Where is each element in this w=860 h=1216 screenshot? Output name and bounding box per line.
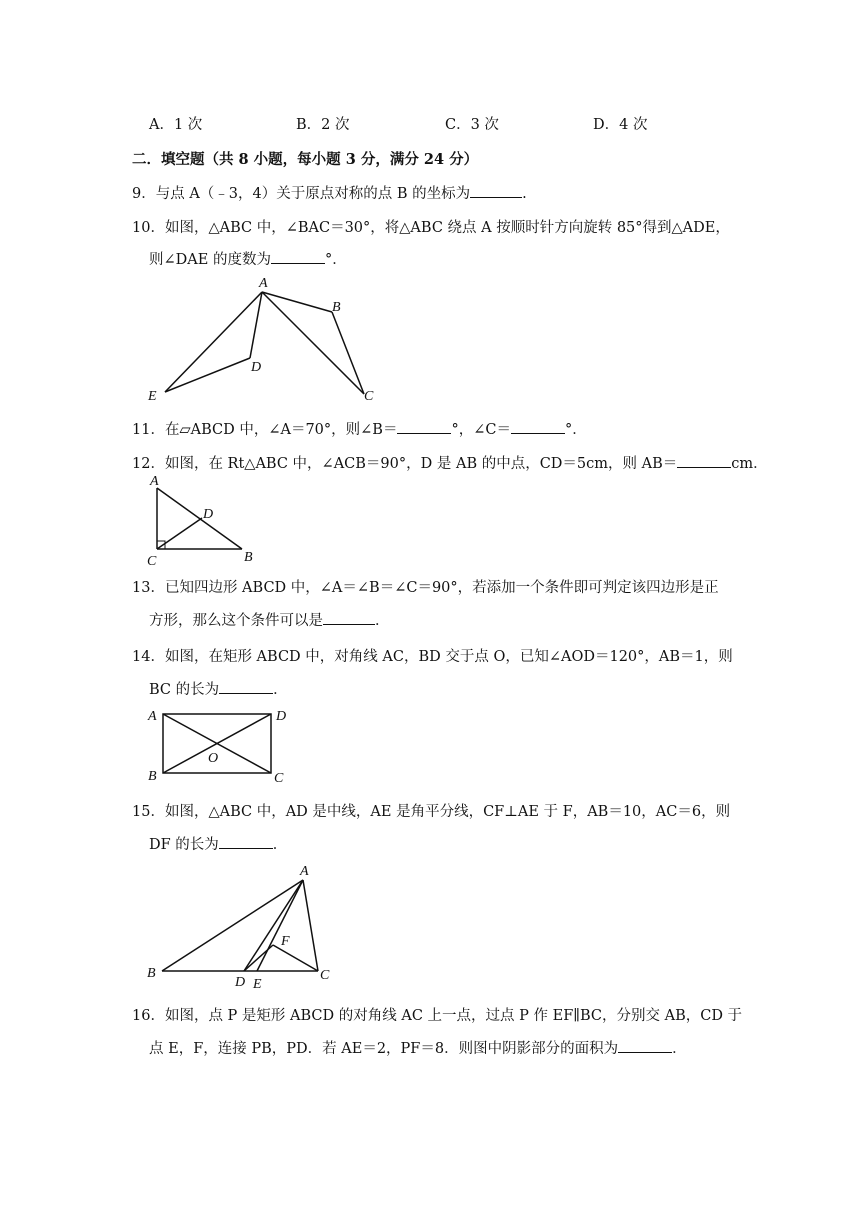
- answer-blank: [618, 1038, 672, 1053]
- label-a: A: [148, 709, 157, 724]
- choice-b: B．2 次: [296, 117, 350, 133]
- label-a: A: [259, 276, 268, 291]
- question-15-line2: [149, 833, 287, 854]
- label-d: D: [235, 975, 246, 988]
- question-11-mid: °，∠C＝: [451, 422, 511, 438]
- answer-blank: [219, 679, 273, 694]
- label-d: D: [276, 709, 287, 724]
- question-16-text: 点 E，F，连接 PB，PD．若 AE＝2，PF＝8．则图中阴影部分的面积为: [149, 1041, 619, 1057]
- label-b: B: [244, 550, 253, 565]
- answer-blank: [397, 419, 451, 434]
- question-16-line1: 16．如图，点 P 是矩形 ABCD 的对角线 AC 上一点，过点 P 作 EF∥BC，分别交 AB，CD 于: [132, 1008, 743, 1024]
- section-heading: 二．填空题（共 8 小题，每小题 3 分，满分 24 分）: [132, 151, 479, 168]
- answer-blank: [511, 419, 565, 434]
- question-15-text: DF 的长为: [149, 837, 219, 853]
- question-13-text: 方形，那么这个条件可以是: [149, 613, 323, 629]
- answer-blank: [470, 183, 522, 198]
- choice-c: C．3 次: [445, 117, 499, 133]
- label-b: B: [332, 300, 341, 315]
- question-14-line2: [149, 678, 288, 699]
- question-10-line2: [149, 248, 347, 269]
- question-12-tail: cm．: [731, 456, 768, 472]
- question-10-text: 则∠DAE 的度数为: [149, 252, 271, 268]
- answer-blank: [323, 610, 375, 625]
- question-14-tail: ．: [273, 682, 288, 698]
- question-13-line1: 13．已知四边形 ABCD 中，∠A＝∠B＝∠C＝90°，若添加一个条件即可判定该四边形是正: [132, 580, 719, 596]
- label-e: E: [148, 389, 157, 404]
- choice-d: D．4 次: [593, 117, 648, 133]
- question-9: 9．与点 A（﹣3，4）关于原点对称的点 B 的坐标为 .: [132, 182, 527, 203]
- question-10-line1: 10．如图，△ABC 中，∠BAC＝30°，将△ABC 绕点 A 按顺时针方向旋转 85°得到△ADE，: [132, 220, 730, 236]
- figure-q15: [140, 858, 350, 988]
- label-f: F: [281, 934, 290, 949]
- label-c: C: [320, 968, 330, 983]
- label-c: C: [147, 554, 157, 569]
- question-12-text: 12．如图，在 Rt△ABC 中，∠ACB＝90°，D 是 AB 的中点，CD＝5cm，则 AB＝: [132, 456, 678, 472]
- question-9-text: 9．与点 A（﹣3，4）关于原点对称的点 B 的坐标为: [132, 186, 471, 202]
- question-14-line1: 14．如图，在矩形 ABCD 中，对角线 AC，BD 交于点 O，已知∠AOD＝120°，AB＝1，则: [132, 649, 733, 665]
- question-15-tail: ．: [272, 837, 288, 853]
- label-b: B: [148, 769, 157, 784]
- label-a: A: [150, 474, 159, 489]
- answer-blank: [219, 834, 273, 849]
- question-11: [132, 418, 587, 439]
- label-d: D: [251, 360, 262, 375]
- question-16-tail: ．: [672, 1041, 687, 1057]
- choice-a: A．1 次: [149, 117, 203, 133]
- label-o: O: [208, 751, 219, 766]
- label-d: D: [203, 507, 214, 522]
- label-c: C: [364, 389, 374, 404]
- label-b: B: [147, 966, 156, 981]
- answer-blank: [677, 453, 731, 468]
- question-13-line2: [149, 609, 390, 630]
- question-10-tail: °．: [324, 252, 347, 268]
- label-e: E: [253, 977, 262, 988]
- question-14-text: BC 的长为: [149, 682, 220, 698]
- question-11-text: 11．在▱ABCD 中，∠A＝70°，则∠B＝: [132, 422, 398, 438]
- figure-q10: [140, 270, 390, 410]
- question-11-tail: °．: [564, 422, 587, 438]
- question-13-tail: ．: [375, 613, 390, 629]
- label-c: C: [274, 771, 284, 786]
- question-15-line1: 15．如图，△ABC 中，AD 是中线，AE 是角平分线，CF⊥AE 于 F，AB＝10，AC＝6，则: [132, 804, 731, 820]
- figure-q14: [140, 700, 300, 790]
- figure-q12: [140, 470, 270, 570]
- label-a: A: [300, 864, 309, 879]
- question-16-line2: [149, 1037, 687, 1058]
- answer-blank: [271, 249, 325, 264]
